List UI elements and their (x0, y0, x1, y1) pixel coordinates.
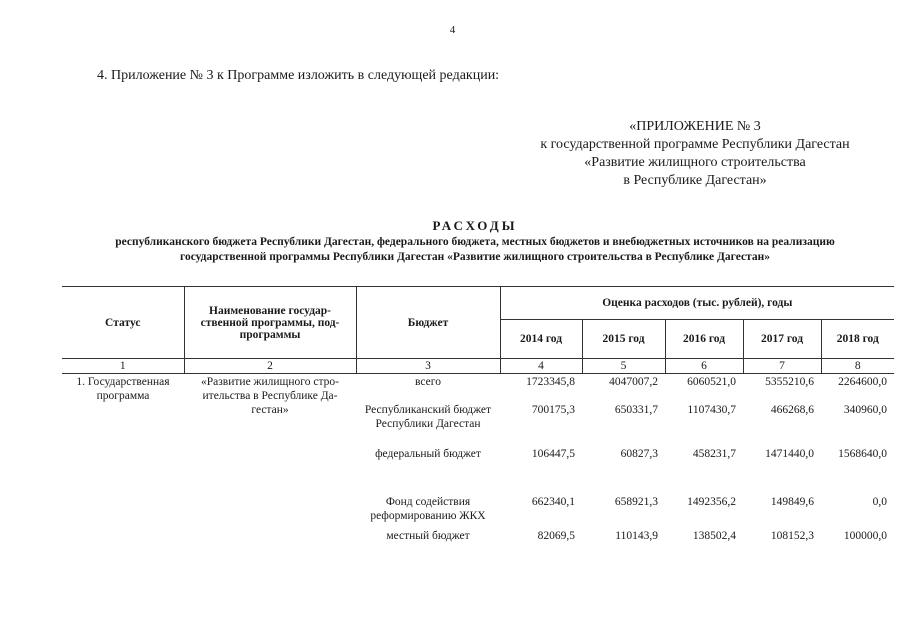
value-cell: 1107430,7 (687, 403, 736, 416)
value-cell: 60827,3 (620, 447, 658, 460)
value-cell: 458231,7 (692, 447, 736, 460)
value-cell: 1492356,2 (687, 495, 736, 508)
expenditure-table (62, 286, 894, 546)
value-cell: 138502,4 (692, 529, 736, 542)
header-year-2017: 2017 год (743, 320, 821, 359)
value-cell: 662340,1 (531, 495, 575, 508)
page-number: 4 (449, 24, 456, 36)
header-year-2014: 2014 год (500, 320, 582, 359)
document-title (40, 218, 905, 265)
value-cell: 1568640,0 (838, 447, 888, 460)
value-cell: 1723345,8 (526, 376, 575, 388)
value-cell: 108152,3 (770, 529, 814, 542)
budget-cell: федеральный бюджет (375, 447, 481, 460)
appendix-line-3: «Развитие жилищного строительства (584, 155, 806, 170)
status-cell: 1. Государственная программа (76, 376, 170, 402)
column-number: 4 (500, 359, 582, 374)
column-number: 5 (582, 359, 665, 374)
header-year-2018: 2018 год (821, 320, 894, 359)
header-year-2016: 2016 год (665, 320, 743, 359)
value-cell: 82069,5 (537, 529, 575, 542)
title-main: РАСХОДЫ (432, 218, 518, 233)
table-row (62, 374, 894, 402)
column-number: 2 (184, 359, 356, 374)
value-cell: 149849,6 (770, 495, 814, 508)
budget-cell: Фонд содействия реформированию ЖКХ (370, 495, 486, 522)
value-cell: 6060521,0 (687, 376, 736, 388)
budget-cell: всего (415, 376, 441, 388)
column-number: 1 (62, 359, 184, 374)
header-program-name: Наименование государ-ственной программы, под-программы (184, 287, 356, 359)
value-cell: 700175,3 (531, 403, 575, 416)
column-number: 3 (356, 359, 500, 374)
appendix-line-2: к государственной программе Республики Дагестан (540, 137, 850, 152)
column-number: 8 (821, 359, 894, 374)
budget-cell: Республиканский бюджет Республики Дагестан (364, 403, 492, 430)
header-estimate: Оценка расходов (тыс. рублей), годы (500, 287, 894, 320)
appendix-line-4: в Республике Дагестан» (623, 173, 767, 188)
header-year-2015: 2015 год (582, 320, 665, 359)
value-cell: 5355210,6 (765, 376, 814, 388)
title-sub-2: государственной программы Республики Дагестан «Развитие жилищного строительства в Республике Дагестан» (180, 251, 770, 263)
value-cell: 650331,7 (614, 403, 658, 416)
value-cell: 0,0 (872, 495, 888, 508)
value-cell: 340960,0 (843, 403, 888, 416)
title-sub-1: республиканского бюджета Республики Дагестан, федерального бюджета, местных бюджетов и внебюджетных источников на реализацию (115, 236, 835, 248)
value-cell: 466268,6 (770, 403, 814, 416)
header-budget: Бюджет (356, 287, 500, 359)
appendix-line-1: «ПРИЛОЖЕНИЕ № 3 (629, 119, 761, 134)
value-cell: 1471440,0 (765, 447, 814, 460)
appendix-heading (495, 118, 895, 190)
value-cell: 110143,9 (615, 529, 658, 542)
value-cell: 658921,3 (614, 495, 658, 508)
value-cell: 2264600,0 (838, 376, 888, 388)
value-cell: 4047007,2 (609, 376, 658, 388)
column-number: 7 (743, 359, 821, 374)
header-status: Статус (62, 287, 184, 359)
program-cell: «Развитие жилищного стро-ительства в Республике Да-гестан» (201, 376, 339, 416)
column-number-row (62, 359, 894, 374)
instruction-text: 4. Приложение № 3 к Программе изложить в следующей редакции: (97, 68, 500, 83)
budget-cell: местный бюджет (386, 529, 470, 542)
column-number: 6 (665, 359, 743, 374)
value-cell: 100000,0 (843, 529, 888, 542)
value-cell: 106447,5 (531, 447, 575, 460)
